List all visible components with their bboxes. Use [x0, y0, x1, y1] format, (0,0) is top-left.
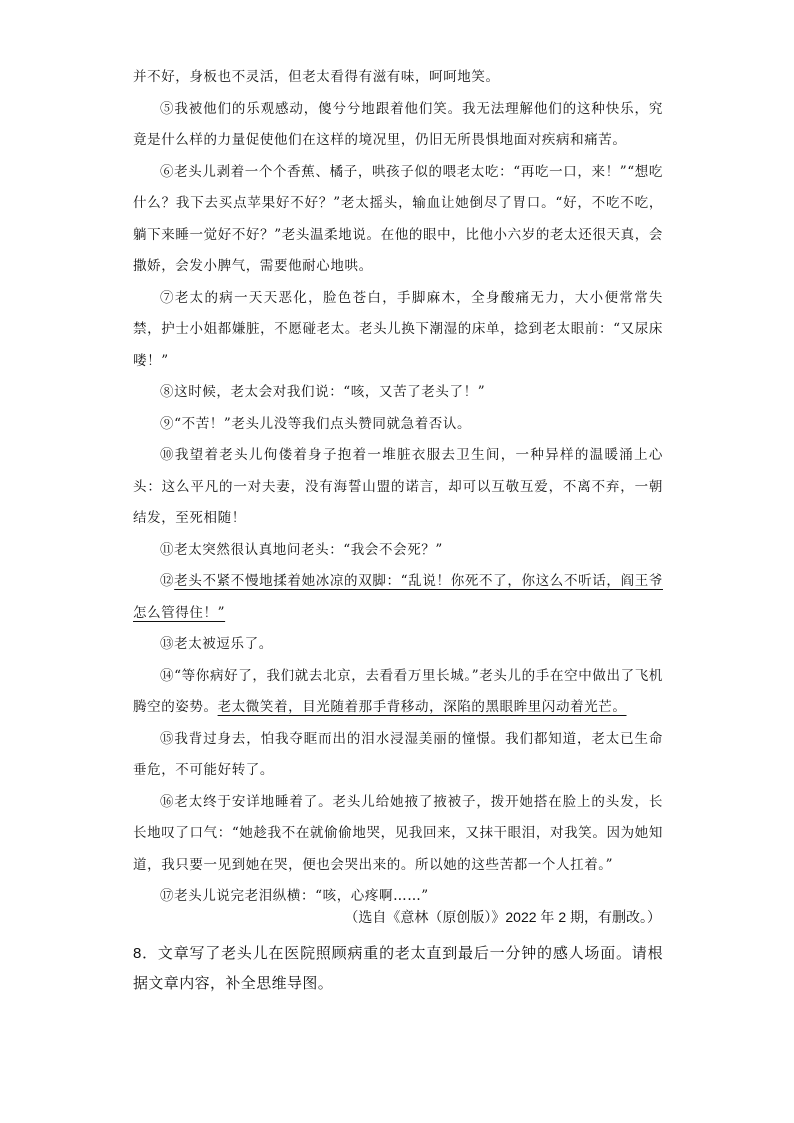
- paragraph-12-number: ⑫: [160, 573, 175, 589]
- paragraph-10: ⑩我望着老头儿佝偻着身子抱着一堆脏衣服去卫生间，一种异样的温暖涌上心头：这么平凡的一对夫妻，没有海誓山盟的诺言，却可以互敬互爱，不离不弃，一朝结发，至死相随！: [133, 447, 663, 526]
- paragraph-16: ⑯老太终于安详地睡着了。老头儿给她掖了掖被子，拨开她搭在脸上的头发，长长地叹了口气：“她趁我不在就偷偷地哭，见我回来，又抹干眼泪，对我笑。因为她知道，我只要一见到她在哭，便也会哭出来的。所以她的这些苦都一个人扛着。”: [133, 793, 663, 873]
- paragraph-6: ⑥老头儿剥着一个个香蕉、橘子，哄孩子似的喂老太吃：“再吃一口，来！”“想吃什么？我下去买点苹果好不好？”老太摇头，输血让她倒尽了胃口。“好，不吃不吃，躺下来睡一觉好不好？”老头温柔地说。在他的眼中，比他小六岁的老太还很天真，会撒娇，会发小脾气，需要他耐心地哄。: [133, 163, 663, 274]
- paragraph-14: [133, 661, 663, 724]
- paragraph-14-underlined-sentence: 老太微笑着，目光随着那手背移动，深陷的黑眼眸里闪动着光芒。: [217, 699, 627, 715]
- paragraph-12: [133, 566, 663, 629]
- paragraph-7: ⑦老太的病一天天恶化，脸色苍白，手脚麻木，全身酸痛无力，大小便常常失禁，护士小姐都嫌脏，不愿碰老太。老头儿换下潮湿的床单，捻到老太眼前：“又尿床喽！”: [133, 289, 663, 369]
- paragraph-11: ⑪老太突然很认真地问老头：“我会不会死？”: [160, 541, 443, 558]
- paragraph-12-underlined-sentence: 老头不紧不慢地揉着她冰凉的双脚：“乱说！你死不了，你这么不听话，阎王爷怎么管得住！”: [133, 573, 663, 621]
- paragraph-8: ⑧这时候，老太会对我们说：“咳，又苦了老头了！”: [160, 384, 486, 400]
- paragraph-continuation: 并不好，身板也不灵活，但老太看得有滋有味，呵呵地笑。: [133, 69, 500, 85]
- reading-passage: [133, 62, 663, 913]
- paragraph-17: ⑰老头儿说完老泪纵横：“咳，心疼啊……”: [160, 888, 429, 904]
- source-citation: （选自《意林（原创版）》2022 年 2 期，有删改。）: [344, 909, 661, 925]
- paragraph-5: ⑤我被他们的乐观感动，傻兮兮地跟着他们笑。我无法理解他们的这种快乐，究竟是什么样的力量促使他们在这样的境况里，仍旧无所畏惧地面对疾病和痛苦。: [133, 100, 663, 148]
- paragraph-14-text: ⑭“等你病好了，我们就去北京，去看看万里长城。”老头儿的手在空中做出了飞机腾空的姿势。: [133, 667, 663, 715]
- paragraph-13: ⑬老太被逗乐了。: [160, 636, 273, 652]
- question-8: 8．文章写了老头儿在医院照顾病重的老太直到最后一分钟的感人场面。请根据文章内容，补全思维导图。: [133, 945, 663, 992]
- paragraph-15: ⑮我背过身去，怕我夺眶而出的泪水浸湿美丽的憧憬。我们都知道，老太已生命垂危，不可能好转了。: [133, 730, 663, 778]
- paragraph-9: ⑨“不苦！”老头儿没等我们点头赞同就急着否认。: [160, 415, 472, 432]
